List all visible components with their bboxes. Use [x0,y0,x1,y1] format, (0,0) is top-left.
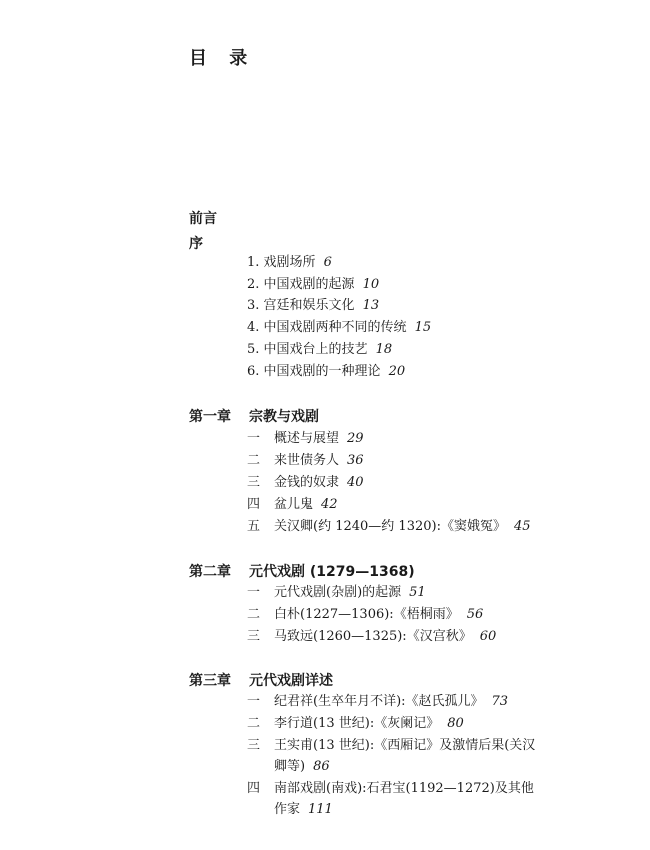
section-text: 李行道(13 世纪):《灰阑记》 [274,716,440,731]
chapter-title: 宗教与戏剧 [249,409,319,425]
chapter-label: 第一章 [189,409,231,425]
section-marker: 二 [247,716,261,731]
section-text-continued: 卿等) [274,759,306,774]
section-text: 概述与展望 [274,431,340,446]
page-number: 60 [479,629,497,644]
chapter-title: 元代戏剧 (1279—1368) [249,564,415,580]
item-number: 2. [247,277,260,292]
section-marker: 一 [247,585,261,600]
page-number: 45 [513,519,531,534]
item-text: 宫廷和娱乐文化 [263,298,355,313]
page-number: 6 [323,255,332,270]
item-text: 中国戏剧的起源 [263,277,355,292]
section-marker: 五 [247,519,261,534]
section-text: 金钱的奴隶 [274,475,340,490]
section-text: 关汉卿(约 1240—约 1320):《窦娥冤》 [274,519,506,534]
foreword-item [247,320,431,336]
chapter-heading [189,406,319,426]
toc-preface: 前言 [189,211,217,227]
item-text: 中国戏剧两种不同的传统 [263,320,407,335]
item-number: 5. [247,342,260,357]
section-marker: 一 [247,431,261,446]
section-marker: 三 [247,629,261,644]
item-text: 中国戏台上的技艺 [263,342,368,357]
section-text: 来世债务人 [274,453,340,468]
page-number: 86 [313,759,330,774]
section-marker: 四 [247,781,261,796]
item-text: 中国戏剧的一种理论 [263,364,381,379]
section-marker: 四 [247,497,261,512]
section-marker: 二 [247,453,261,468]
page-title: 目 录 [189,48,256,69]
chapter-label: 第二章 [189,564,231,580]
chapter-heading [189,670,333,690]
toc-foreword: 序 [189,236,203,252]
page-number: 111 [308,802,333,817]
section-continuation [274,802,333,818]
chapter-title: 元代戏剧详述 [249,673,333,689]
section-text: 纪君祥(生卒年月不详):《赵氏孤儿》 [274,694,484,709]
page-number: 29 [347,431,364,446]
section-text-continued: 作家 [274,802,301,817]
foreword-item [247,298,379,314]
page-number: 42 [321,497,338,512]
page-number: 56 [466,607,484,622]
item-number: 4. [247,320,260,335]
foreword-item [247,255,332,271]
page-number: 73 [491,694,509,709]
section-text: 南部戏剧(南戏):石君宝(1192—1272)及其他 [274,781,534,796]
section-marker: 三 [247,475,261,490]
section-text: 白朴(1227—1306):《梧桐雨》 [274,607,459,622]
section-text: 马致远(1260—1325):《汉宫秋》 [274,629,472,644]
item-text: 戏剧场所 [263,255,316,270]
page-number: 15 [414,320,432,335]
section-marker: 二 [247,607,261,622]
page-number: 20 [388,364,406,379]
page-number: 40 [347,475,364,490]
foreword-item [247,364,405,380]
item-number: 6. [247,364,260,379]
chapter-label: 第三章 [189,673,231,689]
foreword-item [247,342,392,358]
chapter-heading [189,561,415,581]
page-number: 13 [362,298,380,313]
page-number: 36 [347,453,364,468]
section-marker: 一 [247,694,261,709]
page-number: 18 [375,342,393,357]
item-number: 3. [247,298,260,313]
foreword-item [247,277,379,293]
page-number: 10 [362,277,380,292]
section-marker: 三 [247,738,261,753]
page-number: 80 [447,716,464,731]
item-number: 1. [247,255,260,270]
section-text: 元代戏剧(杂剧)的起源 [274,585,402,600]
section-continuation [274,759,330,775]
page-number: 51 [409,585,426,600]
section-text: 盆儿鬼 [274,497,314,512]
section-text: 王实甫(13 世纪):《西厢记》及激情后果(关汉 [274,738,536,753]
